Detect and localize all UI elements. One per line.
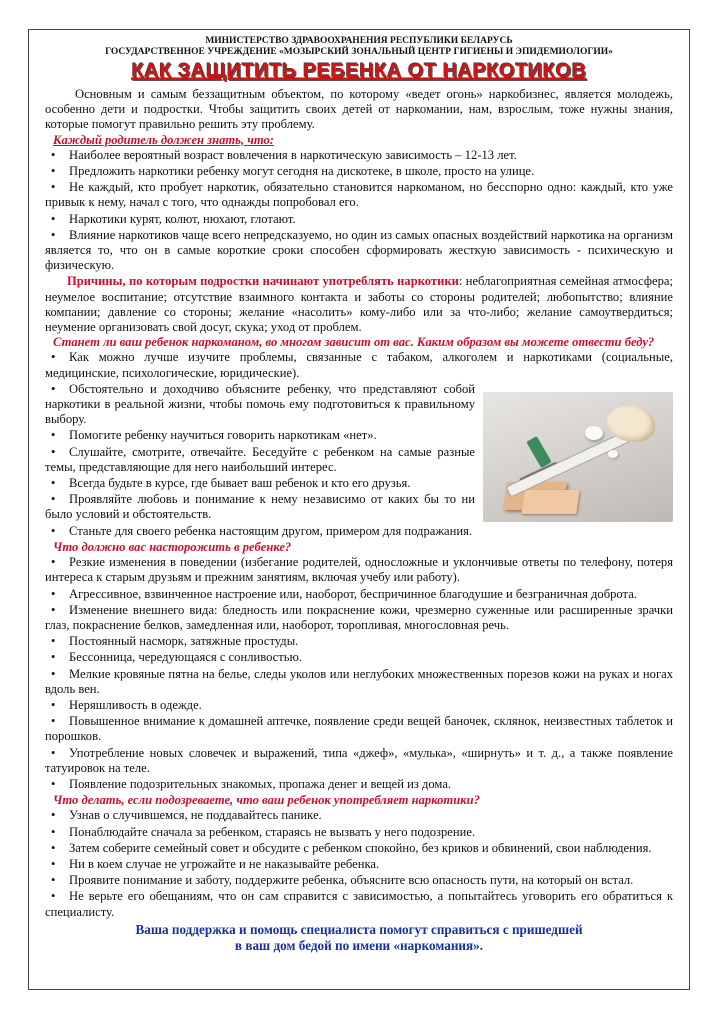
footer-message bbox=[45, 922, 673, 954]
list-item bbox=[45, 555, 673, 585]
list-item bbox=[45, 350, 673, 380]
list-item-text: Постоянный насморк, затяжные простуды. bbox=[69, 634, 299, 649]
list-item bbox=[45, 212, 673, 227]
bullet-icon: • bbox=[51, 211, 56, 226]
bullet-icon: • bbox=[51, 650, 56, 665]
list-item bbox=[45, 492, 673, 522]
list-item bbox=[45, 603, 673, 633]
bullet-icon: • bbox=[51, 697, 56, 712]
section3-list bbox=[45, 555, 673, 792]
causes-heading: Причины, по которым подростки начинают употреблять наркотики bbox=[67, 274, 459, 289]
list-item-text: Ни в коем случае не угрожайте и не наказывайте ребенка. bbox=[69, 856, 380, 871]
bullet-icon: • bbox=[51, 444, 56, 459]
list-item-text: Помогите ребенку научиться говорить наркотикам «нет». bbox=[69, 428, 377, 443]
bullet-icon: • bbox=[51, 776, 56, 791]
list-item-text: Проявите понимание и заботу, поддержите ребенка, объясните всю опасность пути, на который он встал. bbox=[69, 873, 634, 888]
bullet-icon: • bbox=[51, 824, 56, 839]
list-item-text: Употребление новых словечек и выражений, типа «джеф», «мулька», «ширнуть» и т. д., а также появление татуировок на теле. bbox=[45, 745, 673, 775]
section3-heading: Что должно вас насторожить в ребенке? bbox=[53, 539, 292, 554]
bullet-icon: • bbox=[51, 227, 56, 242]
list-item bbox=[45, 524, 673, 539]
bullet-icon: • bbox=[51, 856, 56, 871]
list-item-text: Появление подозрительных знакомых, пропажа денег и вещей из дома. bbox=[69, 776, 452, 791]
list-item bbox=[45, 476, 673, 491]
section2-first bbox=[45, 350, 673, 380]
list-item bbox=[45, 667, 673, 697]
list-item-text: Мелкие кровяные пятна на белье, следы уколов или неглубоких множественных порезов кожи на руках и ногах вдоль вен. bbox=[45, 666, 673, 696]
list-item bbox=[45, 746, 673, 776]
list-item-text: Неряшливость в одежде. bbox=[69, 697, 202, 712]
footer-line1: Ваша поддержка и помощь специалиста помогут справиться с пришедшей bbox=[135, 921, 583, 937]
bullet-icon: • bbox=[51, 476, 56, 491]
bullet-icon: • bbox=[51, 350, 56, 365]
bullet-icon: • bbox=[51, 428, 56, 443]
list-item bbox=[45, 714, 673, 744]
list-item bbox=[45, 841, 673, 856]
list-item-text: Изменение внешнего вида: бледность или покраснение кожи, чрезмерно суженные или расширенные зрачки глаз, покраснение белков, замедленная или, наоборот, торопливая, многословная речь. bbox=[45, 602, 673, 632]
list-item bbox=[45, 634, 673, 649]
bullet-icon: • bbox=[51, 714, 56, 729]
header bbox=[29, 36, 689, 58]
list-item-text: Затем соберите семейный совет и обсудите с ребенком спокойно, без криков и обвинений, свои наблюдения. bbox=[69, 840, 652, 855]
section4-list bbox=[45, 808, 673, 919]
bullet-icon: • bbox=[51, 666, 56, 681]
list-item-text: Резкие изменения в поведении (избегание родителей, односложные и уклончивые ответы по телефону, потеря интереса к старым друзьям и прежним занятиям, включая учебу или работу). bbox=[45, 555, 673, 585]
list-item bbox=[45, 445, 673, 475]
leaflet-frame bbox=[28, 29, 690, 990]
bullet-icon: • bbox=[51, 873, 56, 888]
list-item bbox=[45, 777, 673, 792]
bullet-icon: • bbox=[51, 147, 56, 162]
list-item bbox=[45, 825, 673, 840]
list-item bbox=[45, 228, 673, 274]
list-item bbox=[45, 382, 673, 428]
list-item bbox=[45, 164, 673, 179]
list-item-text: Слушайте, смотрите, отвечайте. Беседуйте с ребенком на самые разные темы, представляющие для него наибольший интерес. bbox=[45, 444, 475, 474]
list-item-text: Проявляйте любовь и понимание к нему независимо от каких бы то ни было условий и обстоятельств. bbox=[45, 492, 475, 522]
list-item bbox=[45, 808, 673, 823]
list-item-text: Наркотики курят, колют, нюхают, глотают. bbox=[69, 211, 296, 226]
list-item-text: Обстоятельно и доходчиво объясните ребенку, что представляют собой наркотики в реальной жизни, чтобы помочь ему подготовиться к правильному выбору. bbox=[45, 381, 475, 427]
bullet-icon: • bbox=[51, 808, 56, 823]
bullet-icon: • bbox=[51, 381, 56, 396]
content bbox=[29, 87, 689, 954]
list-item bbox=[45, 889, 673, 919]
bullet-icon: • bbox=[51, 634, 56, 649]
list-item bbox=[45, 873, 673, 888]
list-item-text: Узнав о случившемся, не поддавайтесь панике. bbox=[69, 808, 322, 823]
bullet-icon: • bbox=[51, 840, 56, 855]
section2-zone bbox=[45, 350, 673, 538]
footer-line2: в ваш дом бедой по имени «наркомания». bbox=[234, 937, 484, 953]
bullet-icon: • bbox=[51, 602, 56, 617]
bullet-icon: • bbox=[51, 180, 56, 195]
bullet-icon: • bbox=[51, 492, 56, 507]
header-ministry: МИНИСТЕРСТВО ЗДРАВООХРАНЕНИЯ РЕСПУБЛИКИ БЕЛАРУСЬ bbox=[205, 36, 513, 46]
bullet-icon: • bbox=[51, 889, 56, 904]
intro-paragraph: Основным и самым беззащитным объектом, по которому «ведет огонь» наркобизнес, является молодежь, особенно дети и подростки. Чтобы защитить своих детей от наркомании, нам, взрослым, тоже нужны знания, которые помогут правильно решить эту проблему. bbox=[45, 87, 673, 132]
list-item bbox=[45, 180, 673, 210]
page-title: КАК ЗАЩИТИТЬ РЕБЕНКА ОТ НАРКОТИКОВ bbox=[131, 60, 587, 82]
list-item-text: Не каждый, кто пробует наркотик, обязательно становится наркоманом, но бесспорно одно: каждый, кто уже привык к нему, начал с того, что однажды попробовал его. bbox=[45, 180, 673, 210]
list-item-text: Всегда будьте в курсе, где бывает ваш ребенок и кто его друзья. bbox=[69, 476, 411, 491]
list-item bbox=[45, 428, 673, 443]
section1-heading: Каждый родитель должен знать, что: bbox=[53, 132, 274, 147]
bullet-icon: • bbox=[51, 745, 56, 760]
list-item-text: Предложить наркотики ребенку могут сегодня на дискотеке, в школе, просто на улице. bbox=[69, 164, 535, 179]
section2-rest bbox=[45, 382, 673, 539]
causes-text: : неблагоприятная семейная атмосфера; неумелое воспитание; отсутствие взаимного контакта и заботы со стороны родителей; любопытство; влияние компании; давление со стороны; желание «насолить» кому-либо или за что-либо; желание самоутвердиться; неумение организовать свой досуг, скука; уход от проблем. bbox=[45, 274, 673, 335]
list-item bbox=[45, 650, 673, 665]
bullet-icon: • bbox=[51, 164, 56, 179]
list-item bbox=[45, 857, 673, 872]
header-institution: ГОСУДАРСТВЕННОЕ УЧРЕЖДЕНИЕ «МОЗЫРСКИЙ ЗОНАЛЬНЫЙ ЦЕНТР ГИГИЕНЫ И ЭПИДЕМИОЛОГИИ» bbox=[105, 47, 613, 57]
bullet-icon: • bbox=[51, 523, 56, 538]
section1-list bbox=[45, 148, 673, 274]
list-item-text: Станьте для своего ребенка настоящим другом, примером для подражания. bbox=[69, 523, 473, 538]
list-item-text: Не верьте его обещаниям, что он сам справится с зависимостью, а попытайтесь уговорить его обратиться к специалисту. bbox=[45, 889, 673, 919]
list-item-text: Понаблюдайте сначала за ребенком, стараясь не вызвать у него подозрение. bbox=[69, 824, 476, 839]
list-item-text: Бессонница, чередующаяся с сонливостью. bbox=[69, 650, 303, 665]
list-item-text: Как можно лучше изучите проблемы, связанные с табаком, алкоголем и наркотиками (социальные, медицинские, психологические, юридические). bbox=[45, 350, 673, 380]
list-item-text: Влияние наркотиков чаще всего непредсказуемо, но один из самых опасных воздействий наркотика на организм является то, что он в самые короткие сроки способен сформировать жесткую зависимость - психическую и физическую. bbox=[45, 227, 673, 273]
list-item bbox=[45, 148, 673, 163]
bullet-icon: • bbox=[51, 555, 56, 570]
bullet-icon: • bbox=[51, 586, 56, 601]
list-item-text: Повышенное внимание к домашней аптечке, появление среди вещей баночек, склянок, неизвестных таблеток и порошков. bbox=[45, 714, 673, 744]
list-item bbox=[45, 587, 673, 602]
section2-heading: Станет ли ваш ребенок наркоманом, во многом зависит от вас. Каким образом вы можете отвести беду? bbox=[53, 335, 655, 350]
list-item bbox=[45, 698, 673, 713]
section4-heading: Что делать, если подозреваете, что ваш ребенок употребляет наркотики? bbox=[53, 793, 480, 808]
list-item-text: Агрессивное, взвинченное настроение или, наоборот, беспричинное благодушие и безграничная доброта. bbox=[69, 586, 637, 601]
list-item-text: Наиболее вероятный возраст вовлечения в наркотическую зависимость – 12-13 лет. bbox=[69, 147, 517, 162]
causes-paragraph bbox=[45, 274, 673, 335]
